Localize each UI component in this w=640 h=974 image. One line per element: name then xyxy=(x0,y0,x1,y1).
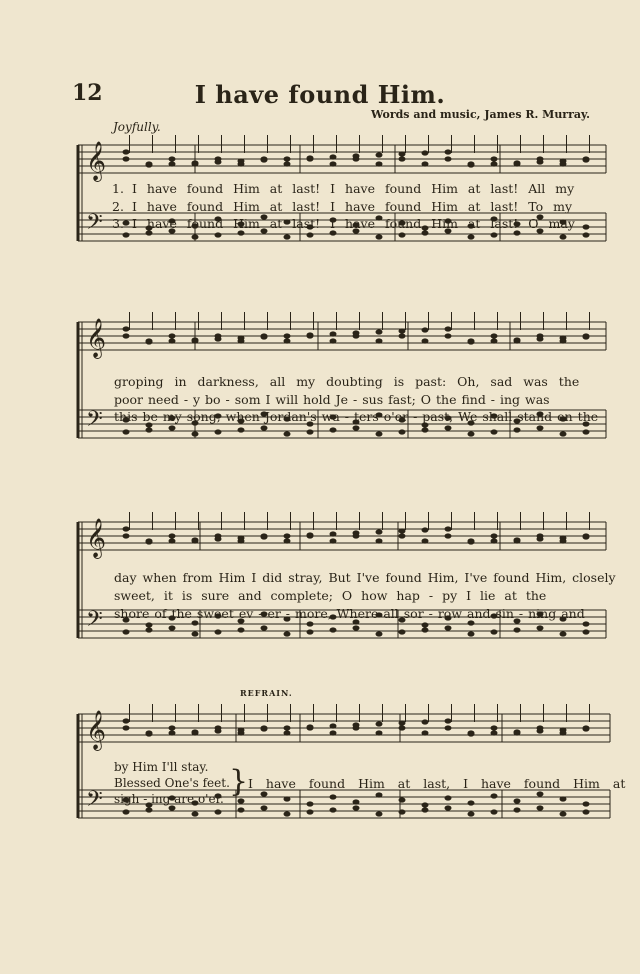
notehead xyxy=(123,629,130,634)
notehead xyxy=(353,805,360,810)
lyric-line: this be my song, when Jordan's wa - ters o'er - past, We shall stand on the xyxy=(114,409,599,424)
notehead xyxy=(445,805,452,810)
notehead xyxy=(376,338,383,343)
notehead xyxy=(514,338,521,343)
notehead xyxy=(537,533,544,538)
lyric-line: sigh - ing are o'er. xyxy=(114,792,224,806)
notehead xyxy=(376,721,383,726)
notehead xyxy=(192,338,199,343)
lyric-line: I have found Him at last! I have found Him at last! To my xyxy=(132,199,573,214)
notehead xyxy=(491,333,498,338)
notehead xyxy=(583,232,590,237)
notehead xyxy=(284,338,291,343)
lyric-line: poor need - y bo - som I will hold Je - sus fast; O the find - ing was xyxy=(114,392,550,407)
notehead xyxy=(261,156,268,161)
notehead xyxy=(399,528,406,533)
notehead xyxy=(192,730,199,735)
notehead xyxy=(353,156,360,161)
notehead xyxy=(537,805,544,810)
notehead xyxy=(238,230,245,235)
notehead xyxy=(468,234,475,239)
notehead xyxy=(307,156,314,161)
notehead xyxy=(261,805,268,810)
notehead xyxy=(583,801,590,806)
notehead xyxy=(284,631,291,636)
notehead xyxy=(399,232,406,237)
notehead xyxy=(307,809,314,814)
notehead xyxy=(468,730,475,735)
notehead xyxy=(422,230,429,235)
notehead xyxy=(192,620,199,625)
notehead xyxy=(468,811,475,816)
bass-clef-icon: 𝄢 xyxy=(86,607,103,637)
notehead xyxy=(491,538,498,543)
notehead xyxy=(353,799,360,804)
notehead xyxy=(491,725,498,730)
notehead xyxy=(560,161,567,166)
notehead xyxy=(491,793,498,798)
treble-clef-icon: 𝄞 xyxy=(86,710,107,750)
notehead xyxy=(537,333,544,338)
notehead xyxy=(330,154,337,159)
author-credit: Words and music, James R. Murray. xyxy=(371,108,590,121)
notehead xyxy=(284,156,291,161)
notehead xyxy=(192,538,199,543)
refrain-lyric-line: I have found Him at last, I have found Him at xyxy=(248,776,626,791)
notehead xyxy=(491,629,498,634)
notehead xyxy=(422,730,429,735)
notehead xyxy=(399,809,406,814)
notehead xyxy=(491,161,498,166)
notehead xyxy=(560,538,567,543)
verse-number: 2. xyxy=(112,199,124,214)
notehead xyxy=(560,631,567,636)
notehead xyxy=(261,725,268,730)
notehead xyxy=(353,625,360,630)
notehead xyxy=(376,234,383,239)
notehead xyxy=(422,719,429,724)
notehead xyxy=(422,150,429,155)
notehead xyxy=(146,627,153,632)
treble-clef-icon: 𝄞 xyxy=(86,141,107,181)
notehead xyxy=(514,161,521,166)
notehead xyxy=(537,425,544,430)
notehead xyxy=(399,429,406,434)
notehead xyxy=(123,429,130,434)
notehead xyxy=(491,232,498,237)
notehead xyxy=(284,431,291,436)
notehead xyxy=(376,631,383,636)
notehead xyxy=(261,333,268,338)
notehead xyxy=(399,333,406,338)
notehead xyxy=(376,538,383,543)
notehead xyxy=(445,625,452,630)
notehead xyxy=(123,326,130,331)
notehead xyxy=(422,622,429,627)
treble-clef-icon: 𝄞 xyxy=(86,318,107,358)
notehead xyxy=(261,425,268,430)
notehead xyxy=(284,538,291,543)
notehead xyxy=(307,232,314,237)
notehead xyxy=(215,156,222,161)
notehead xyxy=(284,533,291,538)
notehead xyxy=(192,811,199,816)
notehead xyxy=(376,329,383,334)
notehead xyxy=(491,429,498,434)
notehead xyxy=(376,529,383,534)
notehead xyxy=(192,161,199,166)
notehead xyxy=(422,538,429,543)
notehead xyxy=(583,809,590,814)
notehead xyxy=(169,533,176,538)
notehead xyxy=(445,795,452,800)
notehead xyxy=(123,526,130,531)
notehead xyxy=(307,629,314,634)
notehead xyxy=(215,809,222,814)
notehead xyxy=(123,809,130,814)
notehead xyxy=(215,725,222,730)
page-number: 12 xyxy=(72,80,103,106)
notehead xyxy=(307,801,314,806)
notehead xyxy=(238,807,245,812)
notehead xyxy=(123,156,130,161)
notehead xyxy=(146,538,153,543)
notehead xyxy=(330,331,337,336)
bass-clef-icon: 𝄢 xyxy=(86,407,103,437)
notehead xyxy=(307,533,314,538)
notehead xyxy=(146,161,153,166)
notehead xyxy=(169,333,176,338)
notehead xyxy=(307,429,314,434)
bass-clef-icon: 𝄢 xyxy=(86,787,103,817)
notehead xyxy=(376,161,383,166)
notehead xyxy=(422,338,429,343)
notehead xyxy=(583,224,590,229)
notehead xyxy=(169,538,176,543)
verse-number: 3. xyxy=(112,216,124,231)
notehead xyxy=(169,730,176,735)
verse-number: 1. xyxy=(112,181,124,196)
notehead xyxy=(445,149,452,154)
notehead xyxy=(491,730,498,735)
notehead xyxy=(330,730,337,735)
notehead xyxy=(376,152,383,157)
lyric-line: I have found Him at last! I have found Him at last! O may xyxy=(132,216,575,231)
notehead xyxy=(514,538,521,543)
notehead xyxy=(468,431,475,436)
notehead xyxy=(192,431,199,436)
lyric-line: groping in darkness, all my doubting is past: Oh, sad was the xyxy=(114,374,580,389)
notehead xyxy=(284,161,291,166)
notehead xyxy=(146,230,153,235)
notehead xyxy=(215,232,222,237)
notehead xyxy=(583,156,590,161)
notehead xyxy=(284,811,291,816)
notehead xyxy=(560,431,567,436)
notehead xyxy=(192,631,199,636)
notehead xyxy=(376,792,383,797)
notehead xyxy=(169,625,176,630)
notehead xyxy=(376,431,383,436)
notehead xyxy=(422,427,429,432)
notehead xyxy=(422,161,429,166)
notehead xyxy=(215,429,222,434)
notehead xyxy=(376,730,383,735)
notehead xyxy=(514,627,521,632)
notehead xyxy=(284,333,291,338)
notehead xyxy=(353,533,360,538)
notehead xyxy=(422,527,429,532)
notehead xyxy=(330,427,337,432)
notehead xyxy=(560,796,567,801)
notehead xyxy=(215,333,222,338)
notehead xyxy=(468,538,475,543)
notehead xyxy=(215,533,222,538)
notehead xyxy=(445,326,452,331)
lyric-line: Blessed One's feet. xyxy=(114,776,230,790)
notehead xyxy=(514,730,521,735)
notehead xyxy=(491,338,498,343)
hymn-title: I have found Him. xyxy=(194,80,446,109)
notehead xyxy=(514,230,521,235)
notehead xyxy=(399,533,406,538)
lyric-line: day when from Him I did stray, But I've found Him, I've found Him, closely xyxy=(114,570,616,585)
lyric-line: by Him I'll stay. xyxy=(114,760,209,774)
notehead xyxy=(307,621,314,626)
notehead xyxy=(468,338,475,343)
notehead xyxy=(399,725,406,730)
notehead xyxy=(330,794,337,799)
notehead xyxy=(330,807,337,812)
notehead xyxy=(468,631,475,636)
notehead xyxy=(445,425,452,430)
lyric-line: I have found Him at last! I have found Him at last! All my xyxy=(132,181,575,196)
notehead xyxy=(169,725,176,730)
notehead xyxy=(307,333,314,338)
notehead xyxy=(537,725,544,730)
notehead xyxy=(146,338,153,343)
notehead xyxy=(123,149,130,154)
notehead xyxy=(284,725,291,730)
notehead xyxy=(514,798,521,803)
notehead xyxy=(514,427,521,432)
notehead xyxy=(123,333,130,338)
notehead xyxy=(422,802,429,807)
notehead xyxy=(261,791,268,796)
notehead xyxy=(445,533,452,538)
notehead xyxy=(353,425,360,430)
notehead xyxy=(330,338,337,343)
notehead xyxy=(445,718,452,723)
notehead xyxy=(399,328,406,333)
notehead xyxy=(284,234,291,239)
lyric-line: shore of the sweet ev - er - more, Where all sor - row and sin - ning and xyxy=(114,606,585,621)
notehead xyxy=(169,161,176,166)
notehead xyxy=(583,333,590,338)
notehead xyxy=(330,230,337,235)
notehead xyxy=(422,327,429,332)
notehead xyxy=(261,533,268,538)
notehead xyxy=(583,725,590,730)
notehead xyxy=(583,621,590,626)
notehead xyxy=(330,723,337,728)
notehead xyxy=(238,627,245,632)
notehead xyxy=(422,627,429,632)
notehead xyxy=(192,234,199,239)
notehead xyxy=(123,232,130,237)
refrain-label: REFRAIN. xyxy=(240,688,293,698)
notehead xyxy=(123,718,130,723)
notehead xyxy=(261,625,268,630)
notehead xyxy=(169,805,176,810)
notehead xyxy=(560,811,567,816)
notehead xyxy=(399,797,406,802)
notehead xyxy=(399,151,406,156)
notehead xyxy=(330,627,337,632)
notehead xyxy=(238,161,245,166)
notehead xyxy=(491,533,498,538)
notehead xyxy=(123,533,130,538)
notehead xyxy=(146,730,153,735)
notehead xyxy=(146,807,153,812)
notehead xyxy=(583,533,590,538)
lyric-brace: } xyxy=(229,764,249,799)
notehead xyxy=(146,427,153,432)
notehead xyxy=(560,730,567,735)
notehead xyxy=(169,156,176,161)
notehead xyxy=(445,725,452,730)
notehead xyxy=(445,156,452,161)
notehead xyxy=(468,161,475,166)
notehead xyxy=(399,720,406,725)
treble-clef-icon: 𝄞 xyxy=(86,518,107,558)
notehead xyxy=(330,161,337,166)
notehead xyxy=(169,338,176,343)
notehead xyxy=(468,800,475,805)
notehead xyxy=(376,811,383,816)
notehead xyxy=(560,234,567,239)
notehead xyxy=(399,156,406,161)
notehead xyxy=(468,620,475,625)
notehead xyxy=(238,338,245,343)
notehead xyxy=(238,427,245,432)
tempo-marking: Joyfully. xyxy=(113,120,161,134)
notehead xyxy=(353,725,360,730)
bass-clef-icon: 𝄢 xyxy=(86,210,103,240)
notehead xyxy=(284,730,291,735)
notehead xyxy=(238,538,245,543)
lyric-line: sweet, it is sure and complete; O how hap - py I lie at the xyxy=(114,588,547,603)
notehead xyxy=(583,629,590,634)
notehead xyxy=(353,333,360,338)
notehead xyxy=(537,791,544,796)
notehead xyxy=(445,333,452,338)
notehead xyxy=(238,730,245,735)
notehead xyxy=(307,725,314,730)
notehead xyxy=(445,526,452,531)
notehead xyxy=(169,425,176,430)
notehead xyxy=(399,629,406,634)
notehead xyxy=(491,809,498,814)
notehead xyxy=(284,796,291,801)
notehead xyxy=(583,429,590,434)
notehead xyxy=(146,622,153,627)
notehead xyxy=(330,531,337,536)
notehead xyxy=(215,629,222,634)
notehead xyxy=(123,725,130,730)
notehead xyxy=(514,807,521,812)
notehead xyxy=(422,807,429,812)
notehead xyxy=(330,538,337,543)
notehead xyxy=(537,625,544,630)
notehead xyxy=(560,338,567,343)
notehead xyxy=(537,156,544,161)
notehead xyxy=(491,156,498,161)
